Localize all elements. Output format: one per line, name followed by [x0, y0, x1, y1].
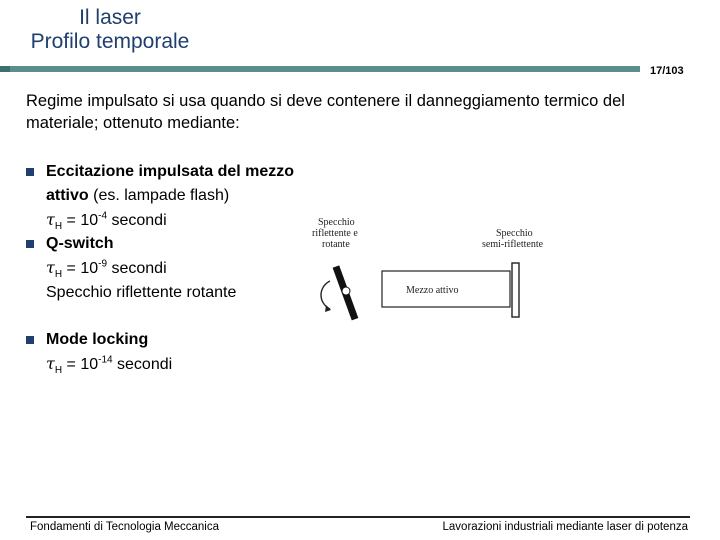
footer-rule — [26, 516, 690, 518]
tau-subscript: H — [54, 221, 63, 233]
tau-exponent: -9 — [98, 258, 108, 270]
tau-symbol: τ — [46, 210, 55, 229]
tau-subscript: H — [54, 269, 63, 281]
tau-unit: secondi — [107, 212, 167, 229]
footer-lecture-title: Lavorazioni industriali mediante laser di potenza — [442, 521, 688, 533]
title-line-2: Profilo temporale — [30, 30, 190, 53]
intro-paragraph: Regime impulsato si usa quando si deve contenere il danneggiamento termico del materiale; ottenuto mediante: — [26, 92, 625, 132]
left-mirror-label-line2: riflettente e — [312, 228, 358, 239]
tau-unit: secondi — [112, 356, 173, 373]
q-switch-diagram-svg — [302, 213, 572, 328]
left-mirror-label-line1: Specchio — [318, 217, 355, 228]
footer-course-title: Fondamenti di Tecnologia Meccanica — [30, 521, 220, 533]
tau-line — [46, 352, 316, 377]
slide-number: 17/103 — [650, 65, 684, 77]
left-mirror-label-line3: rotante — [322, 239, 350, 250]
right-mirror-label-line2: semi-riflettente — [482, 239, 544, 250]
slide-title — [10, 6, 210, 54]
tau-symbol: τ — [46, 354, 55, 373]
tau-unit: secondi — [107, 260, 167, 277]
bullet-heading: Eccitazione impulsata del mezzo attivo — [46, 163, 295, 204]
bullet-item-mode-locking — [26, 328, 316, 377]
bullet-heading: Q-switch — [46, 235, 114, 252]
square-bullet-icon — [26, 240, 34, 248]
header-rule — [0, 66, 640, 72]
active-medium-label: Mezzo attivo — [406, 285, 459, 296]
tau-line — [46, 256, 316, 281]
tau-exponent: -14 — [98, 354, 113, 366]
tau-exponent: -4 — [98, 210, 108, 222]
rotation-arrow-icon — [321, 281, 330, 309]
tau-prefix: = 10 — [62, 356, 99, 373]
tau-symbol: τ — [46, 258, 55, 277]
rotating-mirror-icon — [333, 265, 359, 320]
title-line-1: Il laser — [79, 6, 141, 29]
square-bullet-icon — [26, 168, 34, 176]
bullet-heading: Mode locking — [46, 331, 149, 348]
semi-reflective-mirror — [512, 263, 519, 317]
bullet-item-q-switch — [26, 232, 316, 305]
bullet-heading-suffix: (es. lampade flash) — [88, 187, 230, 204]
tau-prefix: = 10 — [62, 212, 99, 229]
tau-line — [46, 208, 316, 233]
right-mirror-label-line1: Specchio — [496, 228, 533, 239]
bullet-item-eccitazione — [26, 160, 316, 233]
header-rule-cap — [0, 66, 10, 72]
q-switch-diagram — [302, 213, 572, 328]
tau-prefix: = 10 — [62, 260, 99, 277]
tau-subscript: H — [54, 365, 63, 377]
square-bullet-icon — [26, 336, 34, 344]
bullet-extra: Specchio riflettente rotante — [46, 284, 237, 301]
